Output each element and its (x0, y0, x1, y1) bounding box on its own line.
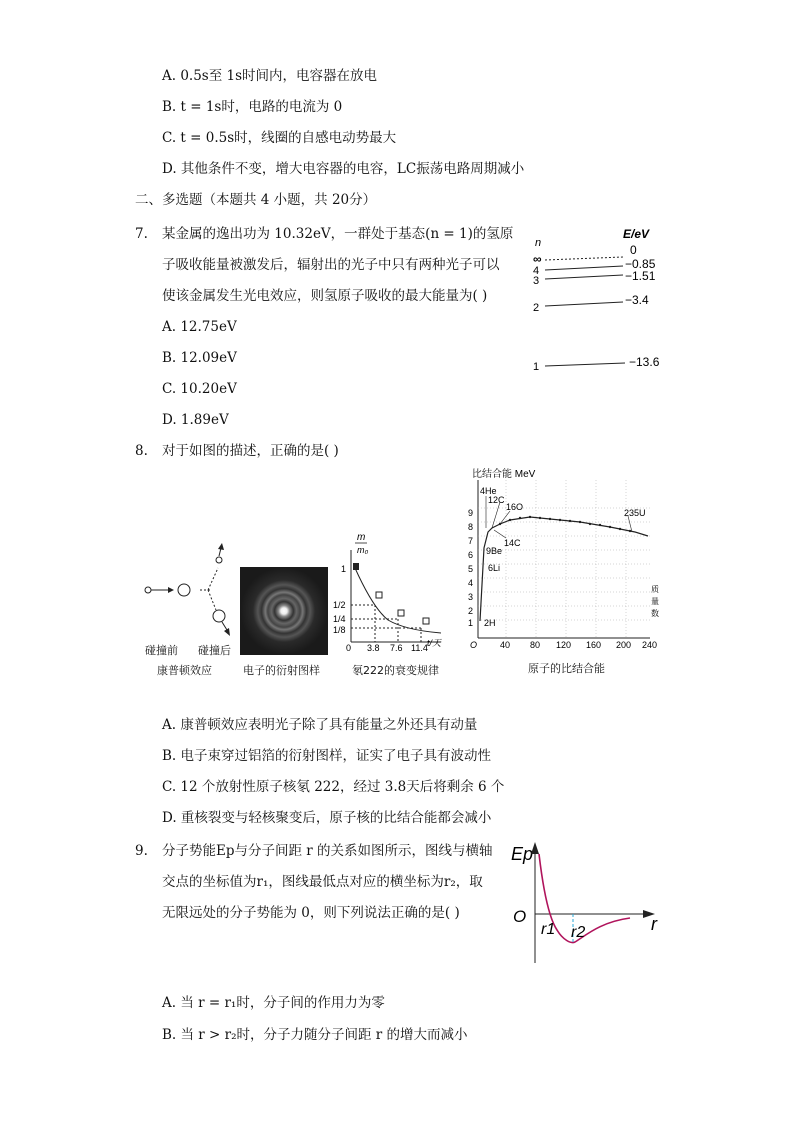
q7-option-c: C. 10.20eV (162, 381, 237, 397)
binding-xtick-160: 160 (586, 640, 602, 650)
level-inf-n: ∞ (533, 252, 542, 266)
level-3-n: 3 (533, 275, 540, 287)
level-1-e: −13.6 (629, 355, 660, 369)
q7-stem-line3: 使该金属发生光电效应，则氢原子吸收的最大能量为( ) (162, 288, 488, 304)
decay-caption: 氡222的衰变规律 (352, 664, 439, 677)
compton-after-label: 碰撞后 (198, 644, 231, 657)
q9-stem-line3: 无限远处的分子势能为 0，则下列说法正确的是( ) (162, 905, 460, 921)
binding-ytick-7: 7 (468, 536, 474, 546)
diffraction-image (240, 567, 328, 655)
decay-ytick-1: 1 (341, 564, 347, 574)
binding-xtick-origin: O (470, 640, 478, 650)
binding-label-be9: 9Be (486, 546, 503, 556)
binding-ytick-2: 2 (468, 606, 474, 616)
decay-xtick-3.8: 3.8 (367, 643, 380, 652)
binding-ytick-5: 5 (468, 564, 474, 574)
binding-ytick-8: 8 (468, 522, 474, 532)
q9-stem-line2: 交点的坐标值为r₁，图线最低点对应的横坐标为r₂，取 (162, 874, 483, 890)
compton-before-label: 碰撞前 (145, 644, 178, 657)
binding-label-c12: 12C (488, 495, 505, 505)
q9-option-b: B. 当 r > r₂时，分子力随分子间距 r 的增大而减小 (162, 1027, 468, 1043)
decay-xtick-11.4: 11.4 (411, 643, 428, 652)
decay-ylabel-bottom: m₀ (357, 545, 369, 555)
q6-option-a: A. 0.5s至 1s时间内，电容器在放电 (162, 68, 378, 84)
e-label: E/eV (623, 227, 650, 241)
binding-title: 比结合能 MeV (472, 469, 536, 480)
ep-axis-label: Ep (511, 844, 534, 864)
binding-ytick-1: 1 (468, 618, 474, 628)
binding-side-text-2: 量 (651, 597, 659, 606)
binding-side-text-3: 数 (651, 609, 659, 618)
binding-label-c14: 14C (504, 538, 521, 548)
binding-energy-graph (450, 466, 660, 650)
n-label: n (535, 237, 542, 249)
q6-option-b: B. t = 1s时，电路的电流为 0 (162, 99, 343, 115)
decay-ytick-half: 1/2 (333, 600, 346, 610)
binding-side-text-1: 质 (651, 585, 659, 594)
level-inf-e: 0 (630, 243, 637, 257)
q7-stem-line2: 子吸收能量被激发后，辐射出的光子中只有两种光子可以 (162, 257, 500, 273)
r-axis-label: r (651, 914, 657, 934)
level-4-n: 4 (533, 265, 540, 277)
origin-label: O (513, 907, 527, 926)
level-4-e: −0.85 (625, 257, 656, 271)
binding-xtick-240: 240 (642, 640, 658, 650)
level-3-e: −1.51 (625, 269, 656, 283)
section-heading: 二、多选题（本题共 4 小题，共 20分） (135, 192, 377, 208)
q8-option-d: D. 重核裂变与轻核聚变后，原子核的比结合能都会减小 (162, 810, 492, 826)
decay-xtick-7.6: 7.6 (390, 643, 403, 652)
q9-number: 9. (135, 843, 148, 859)
binding-ytick-6: 6 (468, 550, 474, 560)
binding-label-li6: 6Li (488, 563, 501, 573)
compton-figure (138, 540, 238, 640)
decay-xunit: t/天 (427, 638, 442, 648)
q8-number: 8. (135, 443, 148, 459)
q8-option-c: C. 12 个放射性原子核氡 222，经过 3.8天后将剩余 6 个 (162, 779, 505, 795)
binding-ytick-9: 9 (468, 508, 474, 518)
q6-option-c: C. t = 0.5s时，线圈的自感电动势最大 (162, 130, 397, 146)
q8-option-b: B. 电子束穿过铝箔的衍射图样，证实了电子具有波动性 (162, 748, 492, 764)
q8-option-a: A. 康普顿效应表明光子除了具有能量之外还具有动量 (162, 717, 478, 733)
binding-xtick-40: 40 (500, 640, 511, 650)
q9-stem-line1: 分子势能Ep与分子间距 r 的关系如图所示，图线与横轴 (162, 843, 493, 859)
q9-option-a: A. 当 r = r₁时，分子间的作用力为零 (162, 995, 385, 1011)
binding-ytick-3: 3 (468, 592, 474, 602)
r1-label: r1 (541, 921, 556, 938)
decay-ytick-eighth: 1/8 (333, 625, 346, 635)
binding-ytick-4: 4 (468, 578, 474, 588)
binding-label-he4: 4He (480, 486, 497, 496)
decay-graph (333, 530, 445, 652)
r2-label: r2 (571, 924, 586, 941)
q7-option-a: A. 12.75eV (162, 319, 237, 335)
binding-label-h2: 2H (484, 618, 496, 628)
q7-option-d: D. 1.89eV (162, 412, 229, 428)
q6-option-d: D. 其他条件不变，增大电容器的电容，LC振荡电路周期减小 (162, 161, 525, 177)
binding-caption: 原子的比结合能 (528, 662, 605, 675)
binding-xtick-200: 200 (616, 640, 632, 650)
decay-ytick-quarter: 1/4 (333, 614, 346, 624)
q7-number: 7. (135, 226, 148, 242)
q7-stem-line1: 某金属的逸出功为 10.32eV，一群处于基态(n = 1)的氢原 (162, 226, 514, 242)
decay-ylabel-top: m (357, 532, 366, 543)
level-2-n: 2 (533, 302, 540, 314)
binding-xtick-120: 120 (556, 640, 572, 650)
binding-xtick-80: 80 (530, 640, 541, 650)
potential-energy-graph (505, 838, 665, 968)
binding-label-o16: 16O (506, 502, 524, 512)
q7-option-b: B. 12.09eV (162, 350, 237, 366)
binding-label-u235: 235U (624, 508, 646, 518)
level-1-n: 1 (533, 361, 540, 373)
level-2-e: −3.4 (625, 293, 649, 307)
energy-level-diagram (525, 222, 665, 382)
decay-xtick-0: 0 (346, 643, 352, 652)
compton-caption: 康普顿效应 (157, 664, 212, 677)
diffraction-caption: 电子的衍射图样 (243, 664, 320, 677)
q8-stem: 对于如图的描述，正确的是( ) (162, 443, 339, 459)
